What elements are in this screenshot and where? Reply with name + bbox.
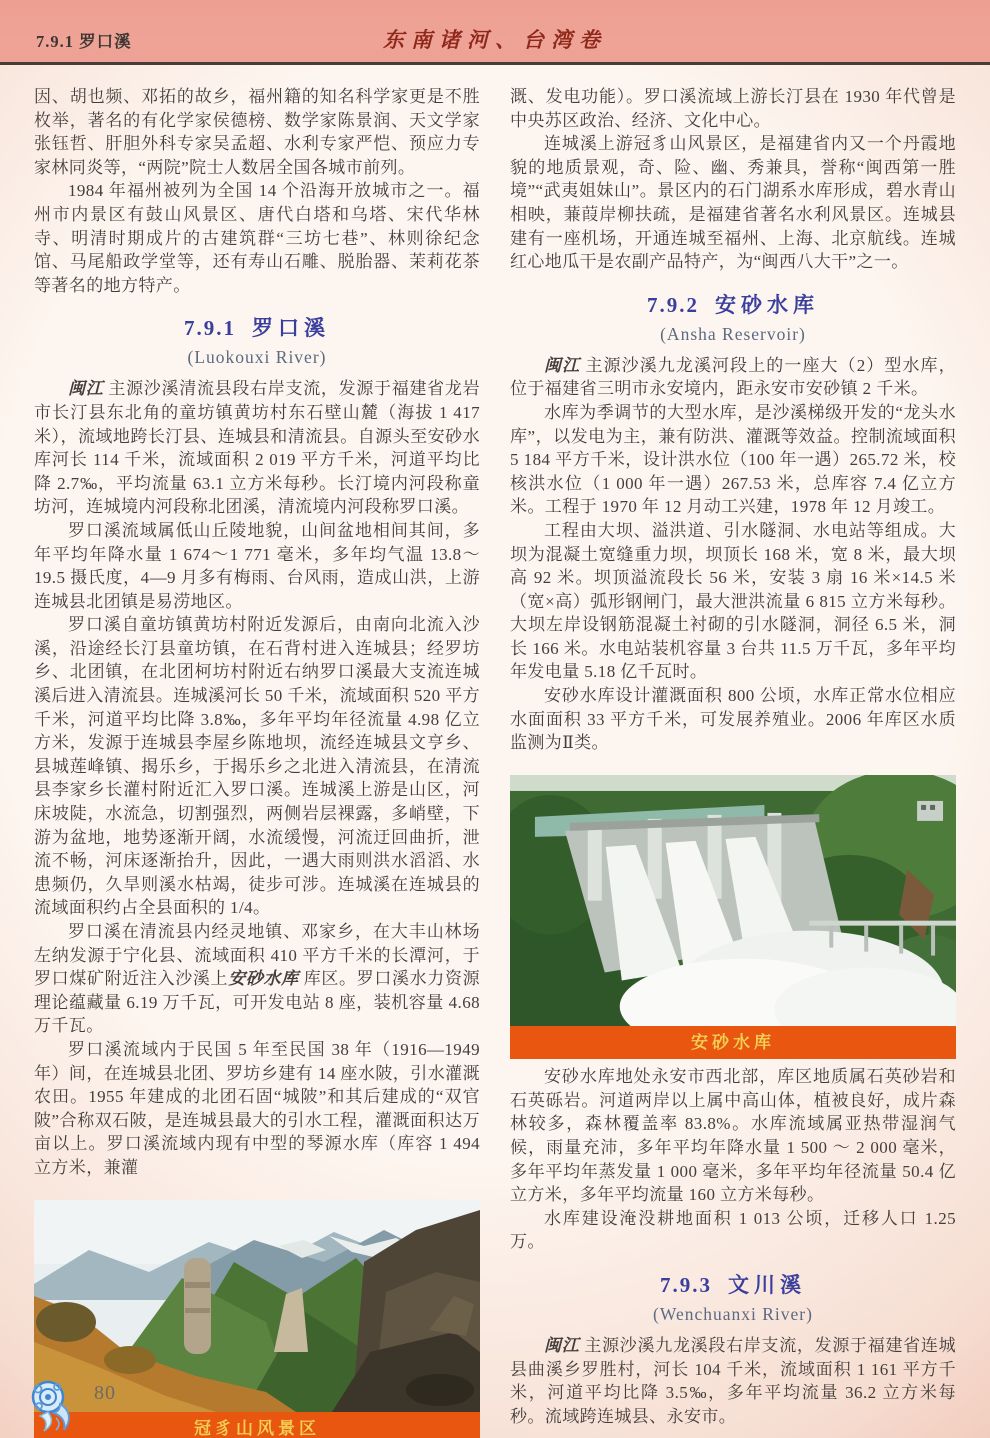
paragraph [510,1334,956,1428]
river-name-lead: 闽江 [68,379,109,399]
paragraph [34,613,480,920]
text-segment: 罗口溪流域内于民国 5 年至民国 38 年（1916—1949 年）间，在连城县北团、罗坊乡建有 14 座水陂，引水灌溉农田。1955 年建成的北团石固“城陂”和其后建成的“双官陂”合称双石陂，是连城县最大的引水工程，灌溉面积达万亩以上。罗口溪流域内现有中型的琴源水库（库容 1 494 立方米，兼灌 [34,1039,480,1177]
section-number: 7.9.2 [647,292,699,317]
paragraph [34,85,480,179]
text-segment: 罗口溪自童坊镇黄坊村附近发源后，由南向北流入沙溪，沿途经长汀县童坊镇，在石背村进入连城县；经罗坊乡、北团镇，在北团柯坊村附近右纳罗口溪最大支流连城溪后进入清流县。连城溪河长 50 千米，流域面积 520 平方千米，河道平均比降 3.8‰，多年平均年径流量 4.98 亿立方米，发源于连城县李屋乡陈地坝，流经连城县文亨乡、县城莲峰镇、揭乐乡，于揭乐乡之北进入清流县，在清流县李家乡长灌村附近汇入罗口溪。连城溪上游是山区，河床坡陡，水流急，切割强烈，两侧岩层裸露，多峭壁，下游为盆地，地势逐渐开阔，水流缓慢，河流迂回曲折，泄流不畅，河床逐渐抬升，因此，一遇大雨则洪水滔滔、水患频仍，久旱则溪水枯竭，徒步可涉。连城溪在连城县的流域面积约占全县面积的 1/4。 [34,615,480,918]
text-segment: 连城溪上游冠豸山风景区，是福建省内又一个丹霞地貌的地质景观，奇、险、幽、秀兼具，誉称“闽西第一胜境”“武夷姐妹山”。景区内的石门湖系水库形成，碧水青山相映，蒹葭岸柳扶疏，是福建省著名水利风景区。连城县建有一座机场，开通连城至福州、上海、北京航线。连城红心地瓜干是农副产品特产，为“闽西八大干”之一。 [510,134,956,272]
page-number: 80 [94,1382,116,1404]
paragraph [34,519,480,613]
section-title: 文川溪 [728,1273,806,1298]
paragraph [34,920,480,1038]
page-footer [26,1376,116,1434]
page-body [0,65,990,1438]
photo-caption: 安砂水库 [510,1026,956,1059]
text-segment: 主源沙溪九龙溪河段上的一座大（2）型水库，位于福建省三明市永安境内，距永安市安砂镇 2 千米。 [510,355,956,399]
text-segment: 主源沙溪九龙溪段右岸支流，发源于福建省连城县曲溪乡罗胜村，河长 104 千米，流域面积 1 161 平方千米，河道平均比降 3.5‰，多年平均流量 36.2 立方米每秒。流域跨连城县、永安市。 [510,1336,956,1426]
paragraph [510,684,956,755]
section-title: 罗口溪 [252,316,330,341]
text-segment: 溉、发电功能）。罗口溪流域上游长汀县在 1930 年代曾是中央苏区政治、经济、文化中心。 [510,87,956,130]
running-head: 7.9.1 罗口溪 [36,32,132,51]
text-segment: 罗口溪流域属低山丘陵地貌，山间盆地相间其间，多年平均年降水量 1 674～1 771 毫米，多年均气温 13.8～19.5 摄氏度，4—9 月多有梅雨、台风雨，造成山洪，上游连城县北团镇是易涝地区。 [34,520,480,611]
paragraph [510,401,956,519]
section-number-title [510,1269,956,1299]
section-heading [510,1269,956,1325]
photo-caption: 冠豸山风景区 [34,1412,480,1438]
left-column [34,85,480,1438]
text-segment: 安砂水库设计灌溉面积 800 公顷，水库正常水位相应水面面积 33 平方千米，可发展养殖业。2006 年库区水质监测为Ⅱ类。 [510,686,956,753]
paragraph [510,519,956,684]
section-title: 安砂水库 [715,292,819,317]
river-name-lead: 闽江 [544,1336,585,1356]
river-name-lead: 闽江 [544,355,586,375]
section-subtitle: (Wenchuanxi River) [653,1304,813,1325]
paragraph [510,132,956,274]
text-segment: 水库建设淹没耕地面积 1 013 公顷，迁移人口 1.25 万。 [510,1208,956,1252]
wave-logo-icon [26,1376,80,1434]
section-number: 7.9.3 [660,1273,712,1298]
paragraph [34,179,480,297]
text-segment: 安砂水库地处永安市西北部，库区地质属石英砂岩和石英砾岩。河道两岸以上属中高山体，植被良好，成片森林较多，森林覆盖率 83.8%。水库流域属亚热带湿润气候，雨量充沛，多年平均年降水量 1 500 ～ 2 000 毫米，多年平均年蒸发量 1 000 毫米，多年平均年径流量 50.4 亿立方米，多年平均流量 160 立方米每秒。 [510,1067,956,1205]
text-segment: 主源沙溪清流县段右岸支流，发源于福建省龙岩市长汀县东北角的童坊镇黄坊村东石壁山麓（海拔 1 417 米），流域地跨长汀县、连城县和清流县。自源头至安砂水库河长 114 千米，流域面积 2 019 平方千米，河道平均比降 2.7‰，平均流量 63.1 立方米每秒。长汀境内河段称童坊河，连城境内河段称北团溪，清流境内河段称罗口溪。 [34,379,480,517]
text-segment: 工程由大坝、溢洪道、引水隧洞、水电站等组成。大坝为混凝土宽缝重力坝，坝顶长 168 米，宽 8 米，最大坝高 92 米。坝顶溢流段长 56 米，安装 3 扇 16 米×14.5 米（宽×高）弧形钢闸门，最大泄洪流量 6 815 立方米每秒。大坝左岸设钢筋混凝土衬砌的引水隧洞，洞径 6.5 米，洞长 166 米。水电站装机容量 3 台共 11.5 万千瓦，多年平均年发电量 5.18 亿千瓦时。 [510,520,956,682]
book-title: 东南诸河、台湾卷 [383,28,607,52]
paragraph [510,354,956,401]
text-segment: 因、胡也频、邓拓的故乡，福州籍的知名科学家更是不胜枚举，著名的有化学家侯德榜、数学家陈景润、天文学家张钰哲、肝胆外科专家吴孟超、水利专家严恺、预应力专家林同炎等，“两院”院士人数居全国各城市前列。 [34,87,480,177]
paragraph [34,1038,480,1180]
text-segment: 库区。罗口溪水力资源理论蕴藏量 6.19 万千瓦，可开发电站 8 座，装机容量 4.68 万千瓦。 [34,969,480,1036]
paragraph [510,1065,956,1207]
photo-dam [510,775,956,1059]
paragraph [510,85,956,132]
section-number: 7.9.1 [184,316,236,341]
text-segment: 水库为季调节的大型水库，是沙溪梯级开发的“龙头水库”，以发电为主，兼有防洪、灌溉等效益。控制流域面积 5 184 平方千米，设计洪水位（100 年一遇）265.72 米，校核洪水位（1 000 年一遇）267.53 米，总库容 7.4 亿立方米。工程于 1970 年 12 月动工兴建，1978 年 12 月竣工。 [510,402,956,517]
section-number-title [510,289,956,319]
paragraph [34,377,480,519]
section-heading [34,312,480,368]
section-heading [510,289,956,345]
text-segment: 1984 年福州被列为全国 14 个沿海开放城市之一。福州市内景区有鼓山风景区、唐代白塔和乌塔、宋代华林寺、明清时期成片的古建筑群“三坊七巷”、林则徐纪念馆、马尾船政学堂等，还有寿山石雕、脱胎器、茉莉花茶等著名的地方特产。 [34,181,480,295]
page-header [0,0,990,62]
paragraph [510,1207,956,1254]
section-subtitle: (Luokouxi River) [187,347,327,368]
river-name-lead: 安砂水库 [228,969,299,989]
section-number-title [34,312,480,342]
section-subtitle: (Ansha Reservoir) [660,323,806,344]
text-segment: 罗口溪在清流县内经灵地镇、邓家乡，在大丰山林场左纳发源于宁化县、流域面积 410 平方千米的长潭河，于罗口煤矿附近注入沙溪上 [34,922,480,989]
dam-photo-art [510,775,956,1026]
right-column [510,85,956,1438]
